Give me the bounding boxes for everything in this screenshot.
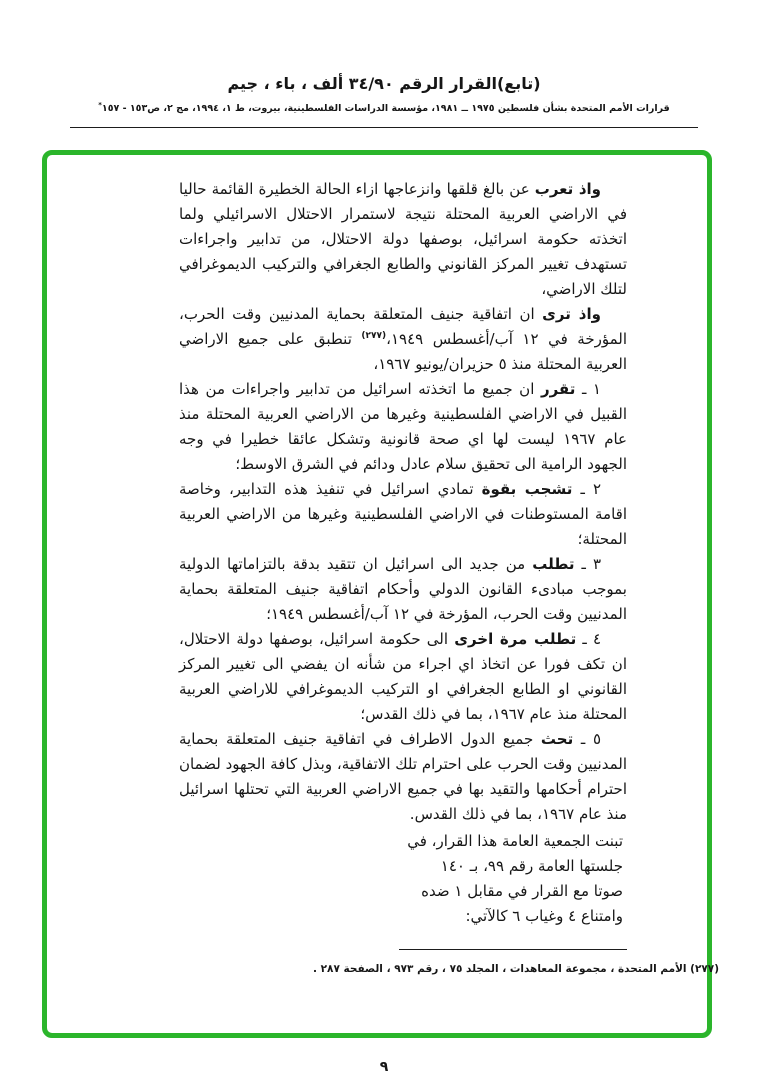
paragraph-lead: تطلب <box>532 555 575 573</box>
resolution-paragraph-operative-2 <box>179 477 627 552</box>
content-frame <box>42 150 719 1038</box>
paragraph-lead: واذ تعرب <box>534 180 601 198</box>
footnote-reference-marker: (٢٧٧) <box>361 331 387 341</box>
paragraph-lead: تطلب مرة اخرى <box>454 630 577 648</box>
page-header <box>0 74 768 114</box>
resolution-paragraph-operative-3 <box>179 552 627 627</box>
paragraph-text: تنطبق على جميع الاراضي العربية المحتلة منذ ٥ حزيران/يونيو ١٩٦٧، <box>179 330 627 373</box>
paragraph-text: ان جميع ما اتخذته اسرائيل من تدابير واجراءات من هذا القبيل في الاراضي الفلسطينية وغيرها من الاراضي العربية المحتلة منذ عام ١٩٦٧ ليست لها اي صحة قانونية وتشكل عائقا خطيرا في وجه الجهود الرامية الى تحقيق سلام عادل ودائم في الشرق الاوسط؛ <box>179 380 628 473</box>
paragraph-text: الى حكومة اسرائيل، بوصفها دولة الاحتلال، ان تكف فورا عن اتخاذ اي اجراء من شأنه ان يفضي الى تغيير المركز القانوني او الطابع الجغرافي او التركيب الديموغرافي للاراضي العربية المحتلة منذ عام ١٩٦٧، بما في ذلك القدس؛ <box>179 630 627 723</box>
paragraph-lead: تحث <box>540 730 574 748</box>
adoption-note <box>179 829 627 929</box>
paragraph-number: ١ ـ <box>575 380 601 398</box>
paragraph-lead: واذ ترى <box>542 305 601 323</box>
resolution-paragraph-operative-1 <box>179 377 627 477</box>
resolution-paragraph-operative-4 <box>179 627 627 727</box>
header-divider <box>70 127 698 128</box>
adoption-note-line: تبنت الجمعية العامة هذا القرار، في <box>407 832 623 850</box>
paragraph-number: ٥ ـ <box>573 730 601 748</box>
paragraph-text: جميع الدول الاطراف في اتفاقية جنيف المتعلقة بحماية المدنيين وقت الحرب على احترام تلك الاتفاقية، وبذل كافة الجهود لضمان احترام أحكامها والتقيد بها في جميع الاراضي العربية التي تحتلها اسرائيل منذ عام ١٩٦٧، بما في ذلك القدس. <box>179 730 627 823</box>
source-citation-text: قرارات الأمم المتحدة بشأن فلسطين ١٩٧٥ ــ ١٩٨١، مؤسسة الدراسات الفلسطينية، بيروت، ط ١، ١٩٩٤، مج ٢، ص١٥٣ - ١٥٧ <box>101 103 670 115</box>
adoption-note-line: وامتناع ٤ وغياب ٦ كالآتي: <box>465 907 623 925</box>
source-citation-line <box>0 101 768 114</box>
paragraph-number: ٤ ـ <box>576 630 601 648</box>
paragraph-lead: تشجب بقوة <box>481 480 573 498</box>
page-number: ٩ <box>379 1059 389 1075</box>
adoption-note-line: جلستها العامة رقم ٩٩، بـ ١٤٠ <box>440 857 623 875</box>
footnote-divider <box>399 949 627 950</box>
paragraph-text: ان اتفاقية جنيف المتعلقة بحماية المدنيين وقت الحرب، المؤرخة في ١٢ آب/أغسطس ١٩٤٩، <box>179 305 627 348</box>
resolution-paragraph-preamble-1 <box>179 177 627 302</box>
resolution-paragraph-operative-5 <box>179 727 627 827</box>
paragraph-text: عن بالغ قلقها وانزعاجها ازاء الحالة الخطيرة القائمة حاليا في الاراضي العربية المحتلة نتيجة لاستمرار الاحتلال الاسرائيلي ولما اتخذته حكومة اسرائيل، بوصفها دولة الاحتلال، من تدابير واجراءات تستهدف تغيير المركز القانوني والطابع الجغرافي والتركيب الديموغرافي لتلك الاراضي، <box>179 180 627 298</box>
resolution-paragraph-preamble-2 <box>179 302 627 377</box>
paragraph-number: ٢ ـ <box>572 480 602 498</box>
paragraph-number: ٣ ـ <box>574 555 601 573</box>
resolution-text-column <box>179 177 719 982</box>
document-title: (تابع)القرار الرقم ٣٤/٩٠ ألف ، باء ، جيم <box>227 74 541 93</box>
paragraph-text: تمادي اسرائيل في تنفيذ هذه التدابير، وخاصة اقامة المستوطنات في الاراضي الفلسطينية وغيرها من الاراضي العربية المحتلة؛ <box>179 480 627 548</box>
paragraph-text: من جديد الى اسرائيل ان تتقيد بدقة بالتزاماتها الدولية بموجب مبادىء القانون الدولي وأحكام اتفاقية جنيف المتعلقة بحماية المدنيين وقت الحرب، المؤرخة في ١٢ آب/أغسطس ١٩٤٩؛ <box>179 555 627 623</box>
paragraph-lead: تقرر <box>540 380 576 398</box>
source-footnote-mark: * <box>98 101 102 109</box>
footnote-block <box>179 949 719 982</box>
adoption-note-line: صوتا مع القرار في مقابل ١ ضده <box>421 882 623 900</box>
footnote-text: (٢٧٧) الأمم المتحدة ، مجموعة المعاهدات ، المجلد ٧٥ ، رقم ٩٧٣ ، الصفحة ٢٨٧ . <box>312 963 719 975</box>
